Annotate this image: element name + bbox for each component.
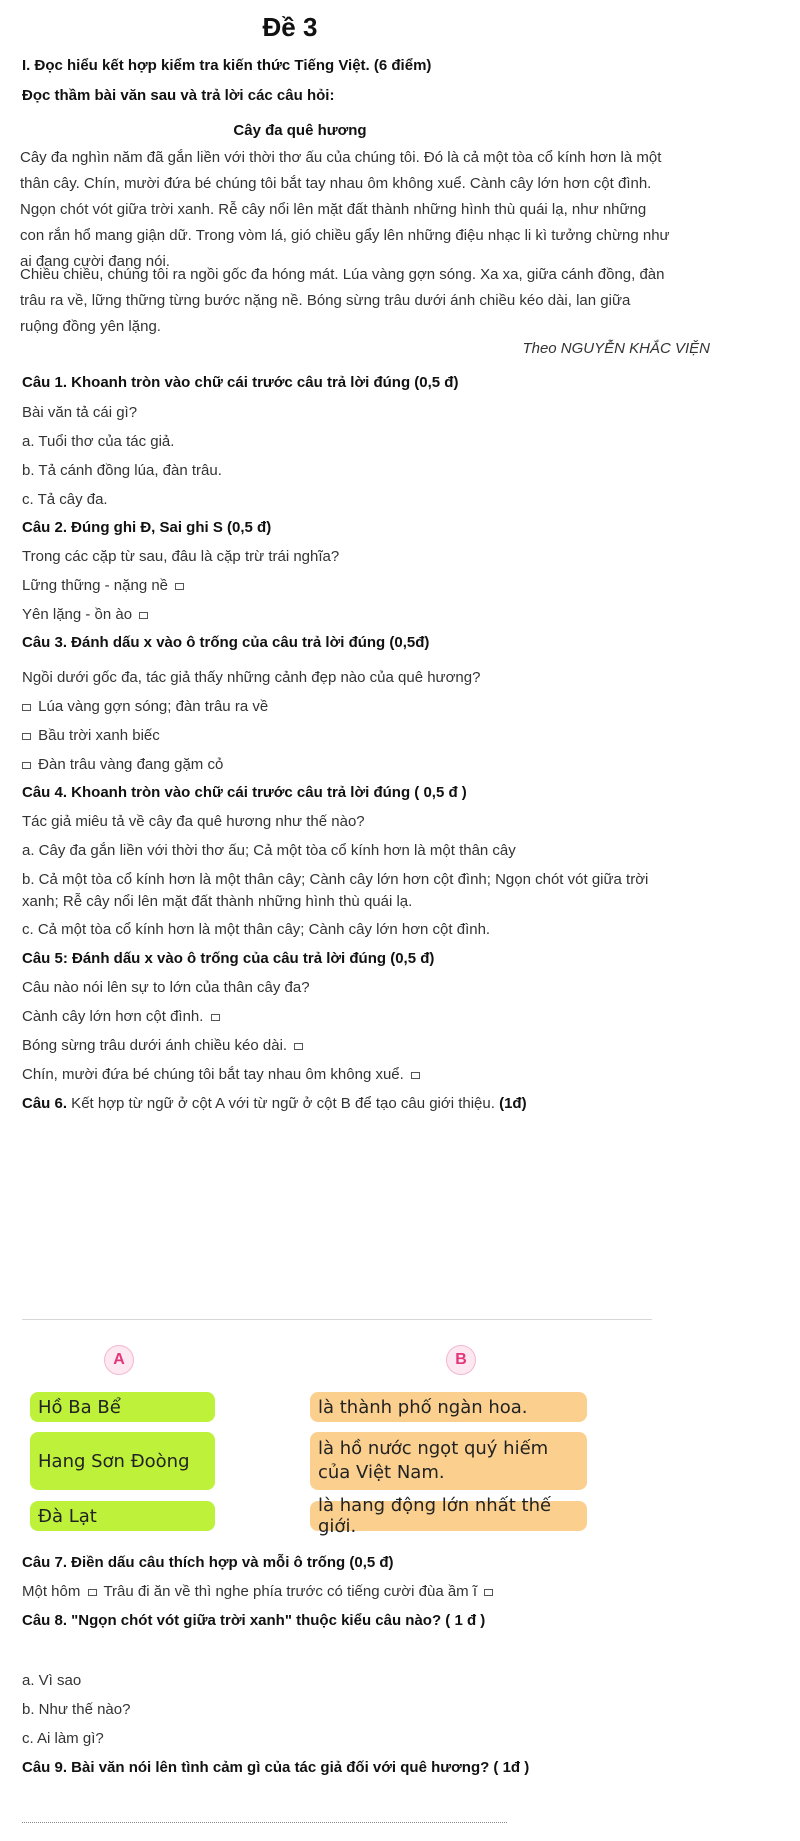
passage-line: Cây đa nghìn năm đã gắn liền với thời thơ ấu của chúng tôi. Đó là cả một tòa cổ kính hơn là một: [20, 149, 662, 166]
q3-option-text: Đàn trâu vàng đang gặm cỏ: [38, 756, 224, 773]
column-a-item: Đà Lạt: [30, 1501, 215, 1531]
passage-paragraph-2: [20, 262, 720, 340]
q3-heading: Câu 3. Đánh dấu x vào ô trống của câu trả lời đúng (0,5đ): [22, 634, 430, 651]
column-b-item: là thành phố ngàn hoa.: [310, 1392, 587, 1422]
q2-question: Trong các cặp từ sau, đâu là cặp trừ trái nghĩa?: [22, 548, 340, 565]
answer-box: [211, 1014, 220, 1021]
answer-box: [294, 1043, 303, 1050]
q3-option: [22, 727, 160, 744]
column-b-badge: B: [446, 1345, 476, 1375]
q4-heading: Câu 4. Khoanh tròn vào chữ cái trước câu trả lời đúng ( 0,5 đ ): [22, 784, 467, 801]
q8-option-b: b. Như thế nào?: [22, 1701, 131, 1718]
column-a-badge: A: [104, 1345, 134, 1375]
q5-question: Câu nào nói lên sự to lớn của thân cây đa?: [22, 979, 310, 996]
answer-box: [22, 704, 31, 711]
q5-heading: Câu 5: Đánh dấu x vào ô trống của câu trả lời đúng (0,5 đ): [22, 950, 435, 967]
q2-item: [22, 606, 151, 623]
passage-paragraph-1: [20, 145, 720, 275]
q1-option-c: c. Tả cây đa.: [22, 491, 108, 508]
q2-item-text: Yên lặng - ồn ào: [22, 606, 133, 623]
answer-box: [411, 1072, 420, 1079]
q4-option-c: c. Cả một tòa cổ kính hơn là một thân cây; Cành cây lớn hơn cột đình.: [22, 921, 491, 938]
section-heading: I. Đọc hiểu kết hợp kiểm tra kiến thức Tiếng Việt. (6 điểm): [22, 57, 432, 74]
q3-option: [22, 698, 268, 715]
q7-part2: Trâu đi ăn về thì nghe phía trước có tiếng cười đùa ầm ĩ: [103, 1583, 477, 1600]
column-b-item: là hang động lớn nhất thế giới.: [310, 1501, 587, 1531]
passage-line: ai đang cười đang nói.: [20, 253, 170, 270]
answer-line: [22, 1822, 507, 1823]
passage-line: Chiều chiều, chúng tôi ra ngồi gốc đa hóng mát. Lúa vàng gợn sóng. Xa xa, giữa cánh đồng, đàn: [20, 266, 665, 283]
column-a-item: Hang Sơn Đoòng: [30, 1432, 215, 1490]
q7-heading: Câu 7. Điền dấu câu thích hợp và mỗi ô trống (0,5 đ): [22, 1554, 394, 1571]
passage-author: Theo NGUYỄN KHẮC VIỆN: [522, 340, 710, 357]
divider: [22, 1319, 652, 1320]
q1-option-a: a. Tuổi thơ của tác giả.: [22, 433, 175, 450]
q3-option: [22, 756, 223, 773]
q6-text: Kết hợp từ ngữ ở cột A với từ ngữ ở cột B để tạo câu giới thiệu.: [67, 1095, 500, 1112]
passage-title: Cây đa quê hương: [233, 122, 367, 139]
q4-option-b-line: b. Cả một tòa cổ kính hơn là một thân cây; Cành cây lớn hơn cột đình; Ngọn chót vót giữa trời: [22, 871, 649, 888]
passage-line: ruộng đồng yên lặng.: [20, 318, 161, 335]
q2-item-text: Lững thững - nặng nề: [22, 577, 169, 594]
q3-option-text: Lúa vàng gợn sóng; đàn trâu ra về: [38, 698, 269, 715]
q1-option-b: b. Tả cánh đồng lúa, đàn trâu.: [22, 462, 222, 479]
answer-box: [139, 612, 148, 619]
instruction: Đọc thầm bài văn sau và trả lời các câu hỏi:: [22, 87, 335, 104]
q5-item: [22, 1008, 223, 1025]
answer-box: [175, 583, 184, 590]
passage-line: thân cây. Chín, mười đứa bé chúng tôi bắt tay nhau ôm không xuể. Cành cây lớn hơn cột đình.: [20, 175, 652, 192]
column-b-item: là hồ nước ngọt quý hiếm của Việt Nam.: [310, 1432, 587, 1490]
answer-box: [22, 762, 31, 769]
passage-line: Ngọn chót vót giữa trời xanh. Rễ cây nổi lên mặt đất thành những hình thù quái lạ, như những: [20, 201, 647, 218]
passage-line: trâu ra về, lững thững từng bước nặng nề. Bóng sừng trâu dưới ánh chiều kéo dài, lan giữa: [20, 292, 631, 309]
answer-box: [88, 1589, 97, 1596]
answer-box: [22, 733, 31, 740]
q6-label: Câu 6.: [22, 1095, 68, 1112]
q2-item: [22, 577, 187, 594]
q7-part1: Một hôm: [22, 1583, 81, 1600]
q9-heading: Câu 9. Bài văn nói lên tình cảm gì của tác giả đối với quê hương? ( 1đ ): [22, 1759, 530, 1776]
page-title: Đề 3: [262, 12, 318, 42]
q5-item-text: Bóng sừng trâu dưới ánh chiều kéo dài.: [22, 1037, 288, 1054]
q4-option-a: a. Cây đa gắn liền với thời thơ ấu; Cả một tòa cổ kính hơn là một thân cây: [22, 842, 516, 859]
q5-item-text: Chín, mười đứa bé chúng tôi bắt tay nhau ôm không xuể.: [22, 1066, 404, 1083]
q6-heading: [22, 1095, 527, 1112]
passage-line: con rắn hổ mang giận dữ. Trong vòm lá, gió chiều gẩy lên những điệu nhạc li kì tưởng chừng như: [20, 227, 670, 244]
q4-question: Tác giả miêu tả về cây đa quê hương như thế nào?: [22, 813, 365, 830]
q7-sentence: [22, 1583, 496, 1600]
column-a-item: Hồ Ba Bể: [30, 1392, 215, 1422]
q8-heading: Câu 8. "Ngọn chót vót giữa trời xanh" thuộc kiểu câu nào? ( 1 đ ): [22, 1612, 486, 1629]
q5-item: [22, 1066, 423, 1083]
q5-item: [22, 1037, 306, 1054]
q3-question: Ngồi dưới gốc đa, tác giả thấy những cảnh đẹp nào của quê hương?: [22, 669, 481, 686]
q3-option-text: Bầu trời xanh biếc: [38, 727, 160, 744]
q5-item-text: Cành cây lớn hơn cột đình.: [22, 1008, 204, 1025]
q8-option-c: c. Ai làm gì?: [22, 1730, 104, 1747]
q6-points: (1đ): [499, 1095, 527, 1112]
q1-question: Bài văn tả cái gì?: [22, 404, 138, 421]
q2-heading: Câu 2. Đúng ghi Đ, Sai ghi S (0,5 đ): [22, 519, 272, 536]
q1-heading: Câu 1. Khoanh tròn vào chữ cái trước câu trả lời đúng (0,5 đ): [22, 374, 459, 391]
q4-option-b-line: xanh; Rễ cây nổi lên mặt đất thành những hình thù quái lạ.: [22, 893, 413, 910]
answer-box: [484, 1589, 493, 1596]
q8-option-a: a. Vì sao: [22, 1672, 82, 1689]
